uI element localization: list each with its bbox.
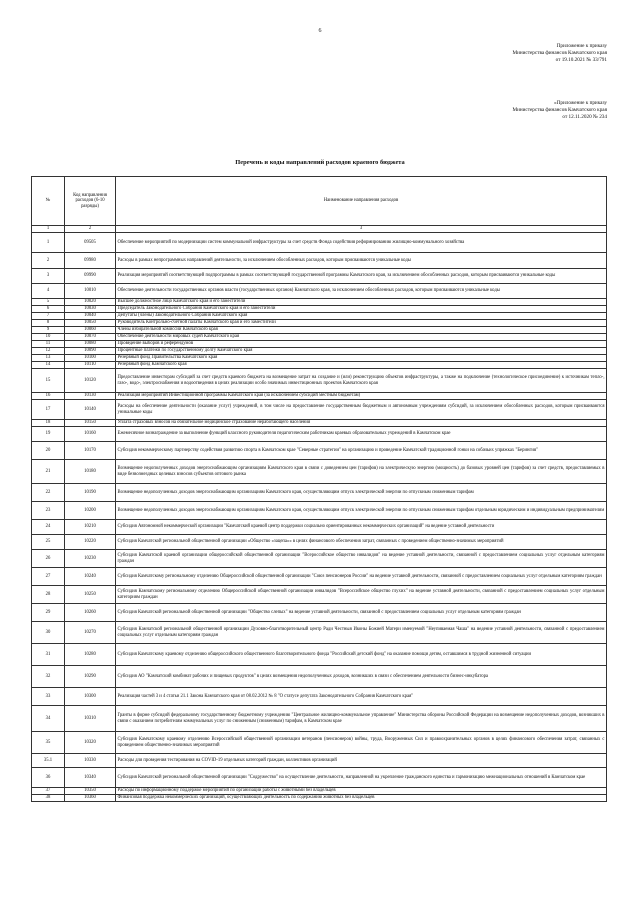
row-name: Возмещение недополученных доходов энергоснабжающим организациям Камчатского края в связи с доведением цен (тарифов) на электрическую энергию (мощность) до базовых уровней цен (тарифов) за счет средств, предоставляемых в виде безвозмездных целевых взносов субъектов оптового рынка [116,460,607,484]
row-code: 10180 [65,460,116,484]
table-row [32,362,607,369]
document-title: Перечень и коды направлений расходов краевого бюджета [235,159,405,166]
row-code: 10220 [65,535,116,550]
table-row [32,520,607,535]
row-name: Реализация мероприятий соответствующей подпрограммы в рамках соответствующей государственной программы Камчатского края, за исключением обособленных расходов, которым присваиваются уникальные коды [116,269,607,284]
row-code: 10020 [65,299,116,306]
row-number: 13 [32,355,65,362]
table-row [32,341,607,348]
row-number: 28 [32,586,65,604]
row-number: 29 [32,604,65,622]
row-code: 10070 [65,334,116,341]
page-number: 6 [318,28,322,34]
row-name: Члены избирательной комиссии Камчатского края [116,327,607,334]
table-row [32,535,607,550]
row-code: 10340 [65,768,116,788]
row-name: Резервный фонд Камчатского края [116,362,607,369]
row-number: 18 [32,420,65,427]
row-name: Высшее должностное лицо Камчатского края и его заместители [116,299,607,306]
row-name: Гранты в форме субсидий федеральному государственному бюджетному учреждению "Центральное жилищно-коммунальное управление" Министерства обороны Российской Федерации на возмещение недополученных доходов, возникших в связи с оказанием потребителям коммунальных услуг по сниженным (сниженным) тарифам, в Камчатском крае [116,706,607,732]
row-name: Реализация частей 3 и 4 статьи 21.1 Закона Камчатского края от 08.02.2012 № 8 "О статусе депутата Законодательного Собрания Камчатского края" [116,688,607,706]
row-code: 10350 [65,788,116,795]
row-number: 16 [32,393,65,400]
appendix-line: «Приложение к приказу [554,100,607,106]
row-code: 10110 [65,362,116,369]
row-name: Возмещение недополученных доходов энергоснабжающим организациям Камчатского края, осуществляющим отпуск электрической энергии по отпускным сниженным тарифам [116,484,607,502]
table-row [32,644,607,666]
row-code: 09980 [65,253,116,269]
row-name: Обеспечение мероприятий по модернизации систем коммунальной инфраструктуры за счет средств Фонда содействия реформированию жилищно-коммунального хозяйства [116,233,607,253]
table-row [32,400,607,420]
row-code: 10090 [65,348,116,355]
row-code: 10130 [65,393,116,400]
table-row [32,568,607,586]
table-body [32,233,607,802]
row-code: 10250 [65,586,116,604]
column-number: 3 [116,226,607,233]
table-row [32,334,607,341]
row-number: 7 [32,313,65,320]
table-row [32,795,607,802]
row-code: 10160 [65,427,116,442]
row-name: Субсидия Камчатской региональной общественной организации "Содружество" на осуществление деятельности, направленной на укрепление гражданского единства и гармонизацию межнациональных отношений в Камчатском крае [116,768,607,788]
row-name: Уплата страховых взносов на обязательное медицинское страхование неработающего населения [116,420,607,427]
table-row [32,393,607,400]
appendix-header-previous [512,100,607,122]
row-number: 2 [32,253,65,269]
row-name: Проведение выборов и референдумов [116,341,607,348]
row-number: 15 [32,369,65,393]
appendix-line: Приложение к приказу [556,43,607,49]
table-row [32,706,607,732]
appendix-header-current [512,43,607,65]
table-header-row [32,177,607,226]
row-number: 25 [32,535,65,550]
row-name: Субсидия Камчатской региональной общественной организации «Общество «зацепа»» в целях финансового обеспечения затрат, связанных с проведением общественно-значимых мероприятий [116,535,607,550]
row-name: Расходы в рамках непрограммных направлений деятельности, за исключением обособленных расходов, которым присваиваются уникальные коды [116,253,607,269]
table-row [32,348,607,355]
table-row [32,754,607,768]
table-row [32,768,607,788]
table-row [32,369,607,393]
row-number: 30 [32,622,65,644]
header-name: Наименование направления расходов [116,177,607,226]
row-number: 24 [32,520,65,535]
column-number-row [32,226,607,233]
table-row [32,484,607,502]
row-name: Предоставление инвесторам субсидий за счет средств краевого бюджета на возмещение затрат на создание и (или) реконструкцию объектов инфраструктуры, а также на подключение (технологическое присоединение) к источникам тепло-, газо-, водо-, электроснабжения и водоотведения в целях реализации особо значимых инвестиционных проектов Камчатского края [116,369,607,393]
row-name: Расходы для проведения тестирования на COVID-19 отдельных категорий граждан, коллективов организаций [116,754,607,768]
row-code: 10200 [65,502,116,520]
row-code: 10320 [65,732,116,754]
table-row [32,502,607,520]
row-code: 09505 [65,233,116,253]
appendix-line: Министерства финансов Камчатского края [512,107,607,114]
table-row [32,442,607,460]
row-name: Руководитель Контрольно-счетной палаты Камчатского края и его заместители [116,320,607,327]
row-name: Расходы на обеспечение деятельности (оказание услуг) учреждений, в том числе на предоставление государственным бюджетным и автономным учреждениям субсидий, за исключением обособленных расходов, которым присваиваются уникальные коды [116,400,607,420]
row-number: 3 [32,269,65,284]
row-code: 10100 [65,355,116,362]
row-code: 10030 [65,306,116,313]
row-number: 26 [32,550,65,568]
table-row [32,666,607,688]
row-number: 10 [32,334,65,341]
row-code: 09990 [65,269,116,284]
table-row [32,355,607,362]
table-row [32,460,607,484]
table-row [32,306,607,313]
row-code: 10270 [65,622,116,644]
row-code: 10060 [65,327,116,334]
table-row [32,688,607,706]
row-name: Субсидия Камчатской региональной общественной организации Духовно-благотворительный центр Ради Честныя Иконы Божией Матери именуемой "Неупиваемая Чаша" на ведение уставной деятельности, связанной с предоставлением социальных услуг отдельным категориям граждан [116,622,607,644]
row-number: 38 [32,795,65,802]
row-number: 22 [32,484,65,502]
row-number: 37 [32,788,65,795]
row-number: 31 [32,644,65,666]
row-number: 27 [32,568,65,586]
row-number: 6 [32,306,65,313]
row-code: 10240 [65,568,116,586]
row-code: 10150 [65,420,116,427]
row-code: 10260 [65,604,116,622]
row-number: 5 [32,299,65,306]
row-number: 8 [32,320,65,327]
table-row [32,732,607,754]
row-number: 19 [32,427,65,442]
appendix-line: от 12.11.2020 № 234 [562,114,607,121]
row-name: Резервный фонд Правительства Камчатского края [116,355,607,362]
table-row [32,269,607,284]
table-row [32,550,607,568]
row-name: Субсидия Автономной некоммерческой организации "Камчатский краевой центр поддержки социально ориентированных некоммерческих организаций" на ведение уставной деятельности [116,520,607,535]
row-number: 23 [32,502,65,520]
column-number: 2 [65,226,116,233]
expense-codes-table [31,176,607,802]
appendix-line: Министерства финансов Камчатского края [512,50,607,57]
row-number: 21 [32,460,65,484]
row-name: Реализация мероприятий Инвестиционной программы Камчатского края (за исключением субсидий местным бюджетам) [116,393,607,400]
row-code: 10310 [65,706,116,732]
table-row [32,284,607,299]
row-number: 36 [32,768,65,788]
row-number: 34 [32,706,65,732]
header-number: № [32,177,65,226]
row-number: 11 [32,341,65,348]
column-number: 1 [32,226,65,233]
table-row [32,299,607,306]
row-name: Возмещение недополученных доходов энергоснабжающим организациям Камчатского края, осуществляющим отпуск электрической энергии по отпускным сниженным тарифам отдельным юридическим и индивидуальным предпринимателям [116,502,607,520]
row-name: Субсидия некоммерческому партнерству содействия развитию спорта в Камчатском крае "Северные стратегии" на организацию и проведение Камчатской традиционной гонки на собачьих упряжках "Берингия" [116,442,607,460]
row-number: 14 [32,362,65,369]
row-code: 10300 [65,688,116,706]
row-code: 10210 [65,520,116,535]
table-row [32,788,607,795]
appendix-line: от 19.10.2021 № 33/791 [555,57,607,64]
row-name: Процентные платежи по государственному долгу Камчатского края [116,348,607,355]
row-code: 10360 [65,795,116,802]
table-row [32,420,607,427]
table-row [32,604,607,622]
row-code: 10120 [65,369,116,393]
row-number: 17 [32,400,65,420]
row-name: Финансовая поддержка некоммерческих организаций, осуществляющих деятельность по содержанию животных без владельцев [116,795,607,802]
table-row [32,233,607,253]
table-row [32,313,607,320]
row-code: 10330 [65,754,116,768]
row-number: 32 [32,666,65,688]
row-number: 12 [32,348,65,355]
row-code: 10040 [65,313,116,320]
table-row [32,427,607,442]
row-name: Субсидия Камчатскому региональному отделению Общероссийской общественной организации "Союз пенсионеров России" на ведение уставной деятельности, связанной с предоставлением социальных услуг отдельным категориям граждан [116,568,607,586]
row-code: 10080 [65,341,116,348]
row-code: 10170 [65,442,116,460]
row-name: Депутаты (члены) Законодательного Собрания Камчатского края [116,313,607,320]
row-number: 35.1 [32,754,65,768]
row-code: 10280 [65,644,116,666]
table-row [32,622,607,644]
row-number: 1 [32,233,65,253]
row-name: Субсидия Камчатской краевой организации общероссийской общественной организации "Всероссийское общество инвалидов" на ведение уставной деятельности, связанной с предоставлением социальных услуг отдельным категориям граждан [116,550,607,568]
table-row [32,320,607,327]
row-number: 35 [32,732,65,754]
row-code: 10230 [65,550,116,568]
row-code: 10290 [65,666,116,688]
table-row [32,327,607,334]
row-code: 10190 [65,484,116,502]
row-name: Субсидия Камчатскому региональному отделению Общероссийской общественной организации инвалидов "Всероссийское общество глухих" на ведение уставной деятельности, связанной с предоставлением социальных услуг отдельным категориям граждан [116,586,607,604]
table-row [32,253,607,269]
row-name: Расходы по информационному поддержке мероприятий по организации работы с животными без владельцев [116,788,607,795]
row-name: Субсидия Камчатскому краевому отделению общероссийского общественного благотворительного фонда "Российский детский фонд" на оказание помощи детям, оставшимся в трудной жизненной ситуации [116,644,607,666]
header-code: Код направления расходов (6-10 разряды) [65,177,116,226]
table-row [32,586,607,604]
row-code: 10010 [65,284,116,299]
row-number: 4 [32,284,65,299]
row-name: Субсидия Камчатской региональной общественной организации "Общество слепых" на ведение уставной деятельности, связанной с предоставлением социальных услуг отдельным категориям граждан [116,604,607,622]
row-name: Субсидия АО "Камчатский комбинат рабочих и пищевых продуктов" в целях возмещения недополученных доходов, возникших в связи с обеспечением деятельности бизнес-инкубатора [116,666,607,688]
row-code: 10050 [65,320,116,327]
row-name: Обеспечение деятельности государственных органов власти (государственных органов) Камчатского края, за исключением обособленных расходов, которым присваиваются уникальные коды [116,284,607,299]
row-name: Субсидия Камчатскому краевому отделению Всероссийской общественной организации ветеранов (пенсионеров) войны, труда, Вооруженных Сил и правоохранительных органов в целях финансового обеспечения затрат, связанных с проведением общественно-значимых мероприятий [116,732,607,754]
row-number: 33 [32,688,65,706]
row-number: 20 [32,442,65,460]
row-name: Ежемесячное вознаграждение за выполнение функций классного руководителя педагогическим работникам краевых образовательных учреждений в Камчатском крае [116,427,607,442]
row-name: Обеспечение деятельности мировых судей Камчатского края [116,334,607,341]
row-name: Председатель Законодательного Собрания Камчатского края и его заместители [116,306,607,313]
row-code: 10140 [65,400,116,420]
row-number: 9 [32,327,65,334]
